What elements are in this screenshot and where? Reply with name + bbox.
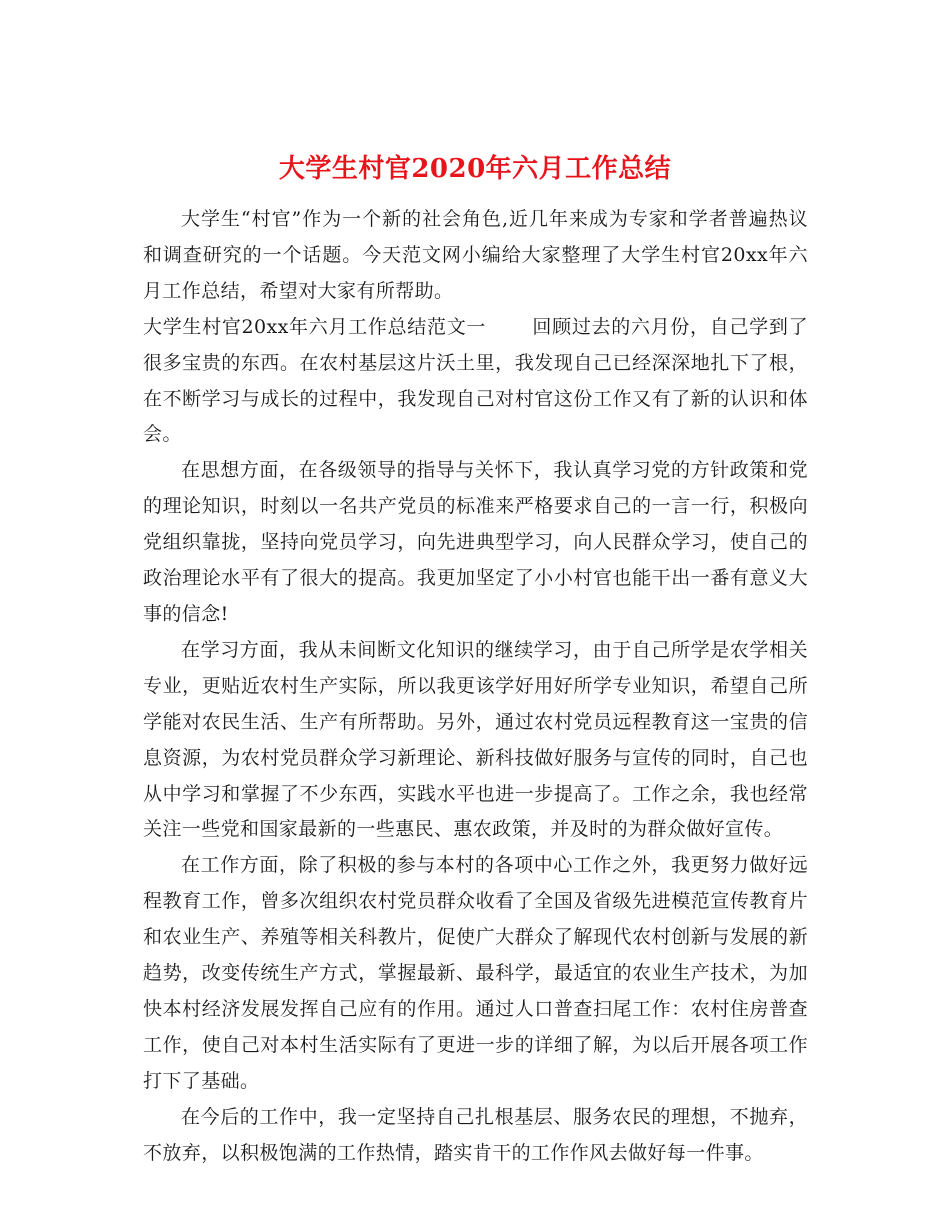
paragraph-intro: 大学生“村官”作为一个新的社会角色,近几年来成为专家和学者普遍热议和调查研究的一个话题。今天范文网小编给大家整理了大学生村官20xx年六月工作总结，希望对大家有所帮助。 (143, 208, 808, 302)
paragraph-study: 在学习方面，我从未间断文化知识的继续学习，由于自己所学是农学相关专业，更贴近农村生产实际，所以我更该学好用好所学专业知识，希望自己所学能对农民生活、生产有所帮助。另外，通过农村党员远程教育这一宝贵的信息资源，为农村党员群众学习新理论、新科技做好服务与宣传的同时，自己也从中学习和掌握了不少东西，实践水平也进一步提高了。工作之余，我也经常关注一些党和国家最新的一些惠民、惠农政策，并及时的为群众做好宣传。 (143, 638, 808, 841)
paragraph-work: 在工作方面，除了积极的参与本村的各项中心工作之外，我更努力做好远程教育工作，曾多次组织农村党员群众收看了全国及省级先进模范宣传教育片和农业生产、养殖等相关科教片，促使广大群众了解现代农村创新与发展的新趋势，改变传统生产方式，掌握最新、最科学，最适宜的农业生产技术，为加快本村经济发展发挥自己应有的作用。通过人口普查扫尾工作：农村住房普查工作，使自己对本村生活实际有了更进一步的详细了解，为以后开展各项工作打下了基础。 (143, 854, 808, 1092)
document-title: 大学生村官2020年六月工作总结 (278, 154, 672, 185)
paragraph-sample (143, 310, 808, 454)
document-body (143, 202, 808, 1171)
paragraph-thought: 在思想方面，在各级领导的指导与关怀下，我认真学习党的方针政策和党的理论知识，时刻以一名共产党员的标准来严格要求自己的一言一行，积极向党组织靠拢，坚持向党员学习，向先进典型学习，向人民群众学习，使自己的政治理论水平有了很大的提高。我更加坚定了小小村官也能干出一番有意义大事的信念! (143, 459, 808, 625)
sample-heading: 大学生村官20xx年六月工作总结范文一 (143, 315, 487, 338)
paragraph-future: 在今后的工作中，我一定坚持自己扎根基层、服务农民的理想，不抛弃，不放弃，以积极饱满的工作热情，踏实肯干的工作作风去做好每一件事。 (143, 1105, 808, 1164)
sample-text: 回顾过去的六月份，自己学到了很多宝贵的东西。在农村基层这片沃土里，我发现自己已经深深地扎下了根，在不断学习与成长的过程中，我发现自己对村官这份工作又有了新的认识和体会。 (143, 315, 808, 446)
